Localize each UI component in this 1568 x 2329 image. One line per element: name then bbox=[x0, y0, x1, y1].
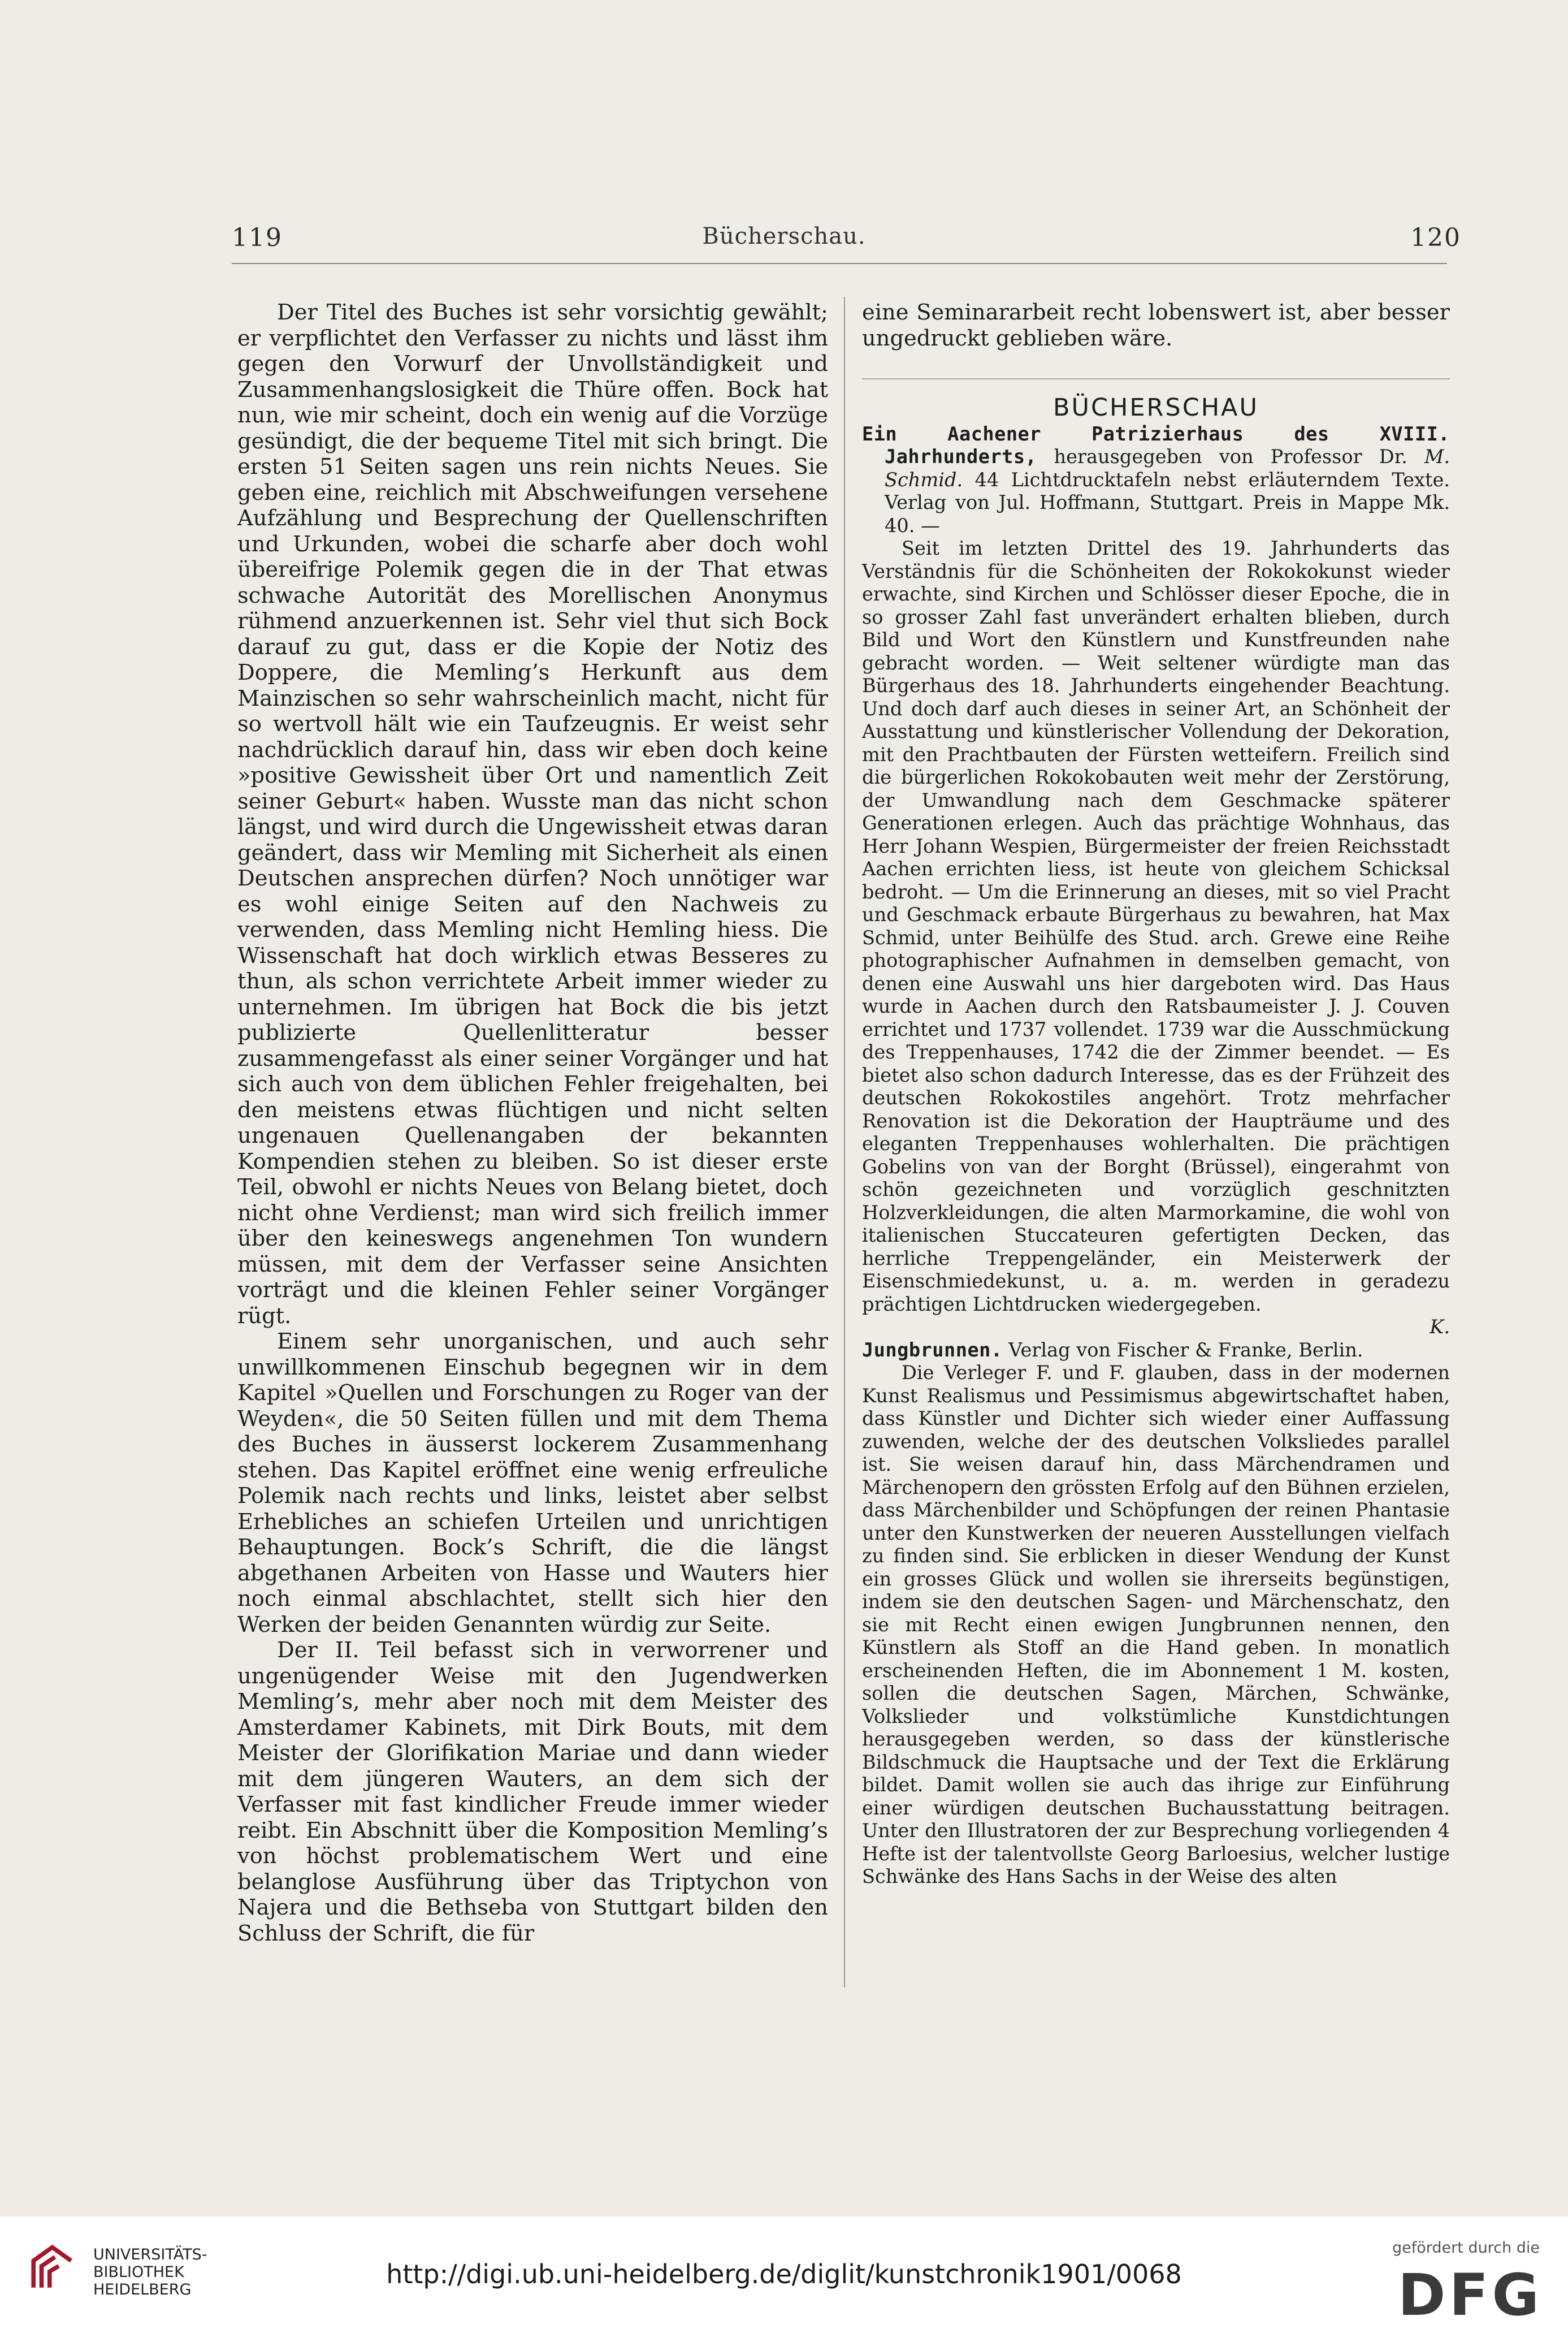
entry-publisher-jungbrunnen: Verlag von Fischer & Franke, Berlin. bbox=[1008, 1338, 1363, 1361]
entry-heading-jungbrunnen bbox=[862, 1339, 1450, 1362]
library-name-line1: UNIVERSITÄTS- bbox=[93, 2246, 207, 2263]
entry-publisher-b: 44 Lichtdrucktafeln nebst erläuterndem Texte. Verlag von Jul. Hoffmann, Stuttgart. Preis in Mappe Mk. 40. — bbox=[885, 468, 1450, 537]
entry-body-jungbrunnen: Die Verleger F. und F. glauben, dass in der modernen Kunst Realismus und Pessimismus abgewirtschaftet haben, dass Künstler und Dichter sich wieder einer Auffassung zuwenden, welche der des deutschen Volksliedes parallel ist. Sie weisen darauf hin, dass Märchendramen und Märchenopern den grössten Erfolg auf den Bühnen erzielen, dass Märchenbilder und Schöpfungen der reinen Phantasie unter den Kunstwerken der neueren Ausstellungen vielfach zu finden sind. Sie erblicken in dieser Wendung der Kunst ein grosses Glück und wollen sie ihrerseits begünstigen, indem sie den deutschen Sagen- und Märchenschatz, den sie mit Recht einen ewigen Jungbrunnen nennen, den Künstlern als Stoff an die Hand geben. In monatlich erscheinenden Heften, die im Abonnement 1 M. kosten, sollen die deutschen Sagen, Märchen, Schwänke, Volkslieder und volkstümliche Kunstdichtungen herausgegeben werden, so dass der künstlerische Bildschmuck die Hauptsache und der Text die Erklärung bildet. Damit wollen sie auch das ihrige zur Einführung einer würdigen deutschen Buchausstattung beitragen. Unter den Illustratoren der zur Besprechung vorliegenden 4 Hefte ist der talentvollste Georg Barloesius, welcher lustige Schwänke des Hans Sachs in der Weise des alten bbox=[862, 1362, 1450, 1887]
library-name-line3: HEIDELBERG bbox=[93, 2281, 192, 2298]
entry-title-jungbrunnen: Jungbrunnen. bbox=[862, 1338, 1003, 1361]
left-paragraph-1: Der Titel des Buches ist sehr vorsichtig gewählt; er verpflichtet den Verfasser zu nichts und lässt ihm gegen den Vorwurf der Unvollständigkeit und Zusammenhangslosigkeit die Thüre offen. Bock hat nun, wie mir scheint, doch ein wenig auf die Vorzüge gesündigt, die der bequeme Titel mit sich bringt. Die ersten 51 Seiten sagen uns rein nichts Neues. Sie geben eine, reichlich mit Abschweifungen versehene Aufzählung und Besprechung der Quellenschriften und Urkunden, wobei die scharfe aber doch wohl übereifrige Polemik gegen die in der That etwas schwache Autorität des Morellischen Anonymus rühmend anzuerkennen ist. Sehr viel thut sich Bock darauf zu gut, dass er die Kopie der Notiz des Doppere, die Memling’s Herkunft aus dem Mainzischen so sehr wahrscheinlich macht, nicht für so wertvoll hält wie ein Taufzeugnis. Er weist sehr nachdrücklich darauf hin, dass wir eben doch keine »positive Gewissheit über Ort und namentlich Zeit seiner Geburt« haben. Wusste man das nicht schon längst, und wird durch die Ungewissheit etwas daran geändert, dass wir Memling mit Sicherheit als einen Deutschen ansprechen dürfen? Noch unnötiger war es wohl einige Seiten auf den Nachweis zu verwenden, dass Memling nicht Hemling hiess. Die Wissenschaft hat doch wirklich etwas Besseres zu thun, als schon verrichtete Arbeit immer wieder zu unternehmen. Im übrigen hat Bock die bis jetzt publizierte Quellenlitteratur besser zusammengefasst als einer seiner Vorgänger und hat sich auch von dem üblichen Fehler freigehalten, bei den meistens etwas flüchtigen und nicht selten ungenauen Quellenangaben der bekannten Kompendien stehen zu bleiben. So ist dieser erste Teil, obwohl er nichts Neues von Belang bietet, doch nicht ohne Verdienst; man wird sich freilich immer über den keineswegs angenehmen Ton wundern müssen, mit dem der Verfasser seine Ansichten vorträgt und die kleinen Fehler seiner Vorgänger rügt. bbox=[237, 300, 828, 1329]
entry-title-patrizierhaus: Ein Aachener Patrizierhaus des XVIII. Jahrhunderts, bbox=[862, 422, 1450, 468]
source-url-link[interactable]: http://digi.ub.uni-heidelberg.de/diglit/kunstchronik1901/0068 bbox=[386, 2259, 1182, 2289]
left-paragraph-3: Der II. Teil befasst sich in verworrener und ungenügender Weise mit den Jugendwerken Memling’s, mehr aber noch mit dem Meister des Amsterdamer Kabinets, mit Dirk Bouts, mit dem Meister der Glorifikation Mariae und dann wieder mit dem jüngeren Wauters, an dem sich der Verfasser mit fast kindlicher Freude immer wieder reibt. Ein Abschnitt über die Komposition Memling’s von höchst problematischem Wert und eine belanglose Ausführung über das Triptychon von Najera und die Bethseba von Stuttgart bilden den Schluss der Schrift, die für bbox=[237, 1637, 828, 1946]
entry-publisher-a: herausgegeben von Professor Dr. bbox=[1054, 446, 1407, 468]
left-column bbox=[237, 300, 828, 1946]
review-signature: K. bbox=[1430, 1316, 1450, 1338]
library-name-line2: BIBLIOTHEK bbox=[93, 2263, 184, 2281]
entry-heading-patrizierhaus bbox=[862, 423, 1450, 538]
page-number-right: 120 bbox=[1410, 223, 1461, 252]
entry-body-patrizierhaus: Seit im letzten Drittel des 19. Jahrhunderts das Verständnis für die Schönheiten der Rokokokunst wieder erwachte, sind Kirchen und Schlösser dieser Epoche, die in so grosser Zahl fast unverändert erhalten blieben, durch Bild und Wort den Künstlern und Kunstfreunden nahe gebracht worden. — Weit seltener würdigte man das Bürgerhaus des 18. Jahrhunderts eingehender Beachtung. Und doch darf auch dieses in seiner Art, an Schönheit der Ausstattung und künstlerischer Vollendung der Dekoration, mit den Prachtbauten der Fürsten wetteifern. Freilich sind die bürgerlichen Rokokobauten weit mehr der Zerstörung, der Umwandlung nach dem Geschmacke späterer Generationen erlegen. Auch das prächtige Wohnhaus, das Herr Johann Wespien, Bürgermeister der freien Reichsstadt Aachen errichten liess, ist heute von gleichem Schicksal bedroht. — Um die Erinnerung an dieses, mit so viel Pracht und Geschmack erbaute Bürgerhaus zu bewahren, hat Max Schmid, unter Beihülfe des Stud. arch. Grewe eine Reihe photographischer Aufnahmen in demselben gemacht, von denen eine Auswahl uns hier dargeboten wird. Das Haus wurde in Aachen durch den Ratsbaumeister J. J. Couven errichtet und 1737 vollendet. 1739 war die Ausschmückung des Treppenhauses, 1742 die der Zimmer beendet. — Es bietet also schon dadurch Interesse, das es der Frühzeit des deutschen Rokokostiles angehört. Trotz mehrfacher Renovation ist die Dekoration der Haupträume und des eleganten Treppenhauses wohlerhalten. Die prächtigen Gobelins von van der Borght (Brüssel), eingerahmt von schön gezeichneten und vorzüglich geschnitzten Holzverkleidungen, die alten Marmorkamine, die wohl von italienischen Stuccateuren gefertigten Decken, das herrliche Treppengeländer, ein Meisterwerk der Eisenschmiedekunst, u. a. m. werden in geradezu prächtigen Lichtdrucken wiedergegeben. bbox=[862, 537, 1450, 1315]
right-column bbox=[862, 300, 1450, 1889]
section-title: BÜCHERSCHAU bbox=[1053, 394, 1259, 422]
continuation-text: eine Seminararbeit recht lobenswert ist, aber besser ungedruckt geblieben wäre. bbox=[862, 300, 1450, 351]
page-number-left: 119 bbox=[232, 223, 283, 252]
section-rule bbox=[862, 378, 1450, 379]
dfg-logo: DFG bbox=[1397, 2262, 1543, 2329]
header-rule bbox=[232, 263, 1447, 264]
entry-author: M. Schmid. bbox=[885, 446, 1450, 491]
digitization-footer bbox=[0, 2216, 1568, 2329]
funded-by-text: gefördert durch die bbox=[1392, 2239, 1540, 2257]
left-paragraph-2: Einem sehr unorganischen, und auch sehr unwillkommenen Einschub begegnen wir in dem Kapitel »Quellen und Forschungen zu Roger van der Weyden«, die 50 Seiten füllen und mit dem Thema des Buches in äusserst lockerem Zusammenhang stehen. Das Kapitel eröffnet eine wenig erfreuliche Polemik nach rechts und links, leistet aber selbst Erhebliches an schiefen Urteilen und unrichtigen Behauptungen. Bock’s Schrift, die die längst abgethanen Arbeiten von Hasse und Wauters hier noch einmal abschlachtet, stellt sich hier den Werken der beiden Genannten würdig zur Seite. bbox=[237, 1329, 828, 1637]
running-title: Bücherschau. bbox=[702, 223, 866, 249]
column-divider bbox=[844, 297, 845, 1987]
